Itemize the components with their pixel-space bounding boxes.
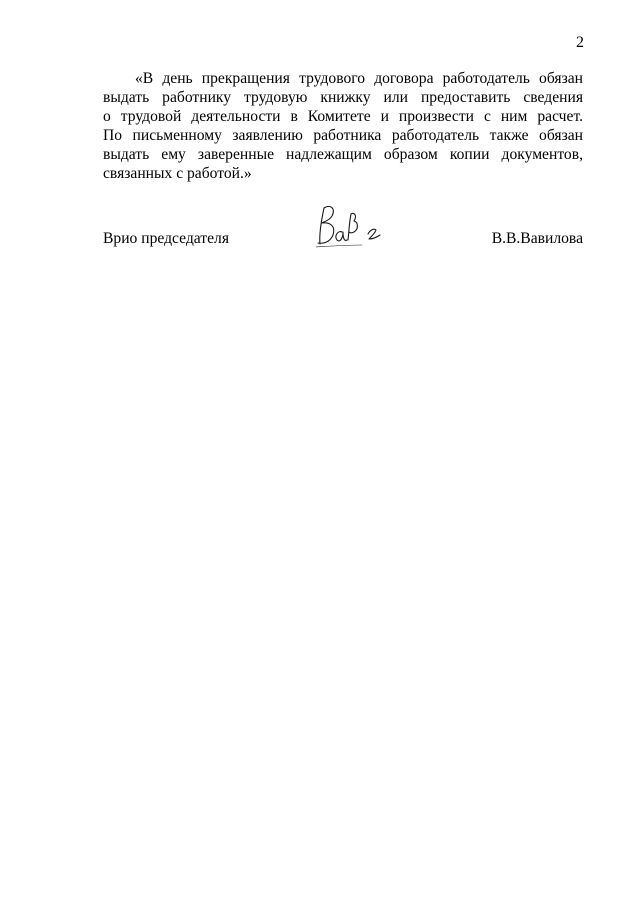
paragraph-line: «В день прекращения трудового договора работодатель обязан [135, 70, 583, 87]
signer-name: В.В.Вавилова [491, 230, 583, 247]
signer-position: Врио председателя [103, 230, 229, 247]
paragraph-line: связанных с работой.» [103, 165, 252, 182]
paragraph-line: выдать ему заверенные надлежащим образом копии документов, [103, 146, 583, 163]
body-paragraph [103, 69, 583, 183]
paragraph-line: выдать работнику трудовую книжку или предоставить сведения [103, 89, 583, 106]
paragraph-line: о трудовой деятельности в Комитете и произвести с ним расчет. [103, 108, 583, 125]
paragraph-line: По письменному заявлению работника работодатель также обязан [103, 127, 583, 144]
signature-block [103, 230, 583, 250]
page-number: 2 [576, 34, 584, 51]
